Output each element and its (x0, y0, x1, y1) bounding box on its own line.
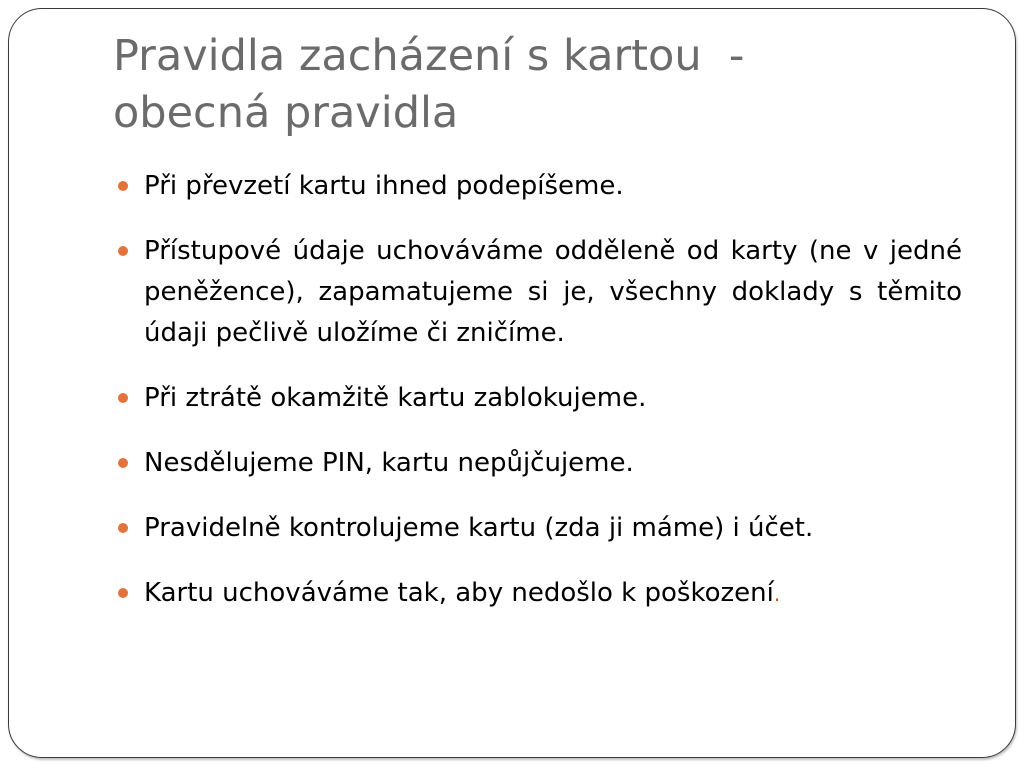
slide-title-line-2: obecná pravidla (113, 88, 459, 138)
bullet-text: Při ztrátě okamžitě kartu zablokujeme. (144, 383, 647, 413)
bullet-dot-icon (118, 393, 128, 403)
bullet-text: Přístupové údaje uchováváme odděleně od karty (ne v jedné peněžence), zapamatujeme si je, všechny doklady s těmito údaji pečlivě uložíme či zničíme. (144, 236, 962, 348)
bullet-dot-icon (118, 523, 128, 533)
bullet-dot-icon (118, 246, 128, 256)
bullet-dot-icon (118, 458, 128, 468)
bullet-trailing-period: . (773, 582, 781, 606)
slide-title-line-1: Pravidla zacházení s kartou - (113, 31, 745, 81)
bullet-item (118, 378, 962, 419)
bullet-item (118, 508, 962, 549)
bullet-item (118, 443, 962, 484)
bullet-item (118, 166, 962, 207)
bullet-text: Při převzetí kartu ihned podepíšeme. (144, 171, 624, 201)
bullet-item (118, 231, 962, 354)
slide-title (113, 28, 873, 142)
bullet-list (118, 166, 962, 639)
bullet-item (118, 573, 962, 615)
bullet-dot-icon (118, 588, 128, 598)
bullet-text: Pravidelně kontrolujeme kartu (zda ji máme) i účet. (144, 513, 814, 543)
bullet-text: Nesdělujeme PIN, kartu nepůjčujeme. (144, 448, 634, 478)
bullet-dot-icon (118, 181, 128, 191)
bullet-text: Kartu uchováváme tak, aby nedošlo k poškození (144, 578, 774, 608)
